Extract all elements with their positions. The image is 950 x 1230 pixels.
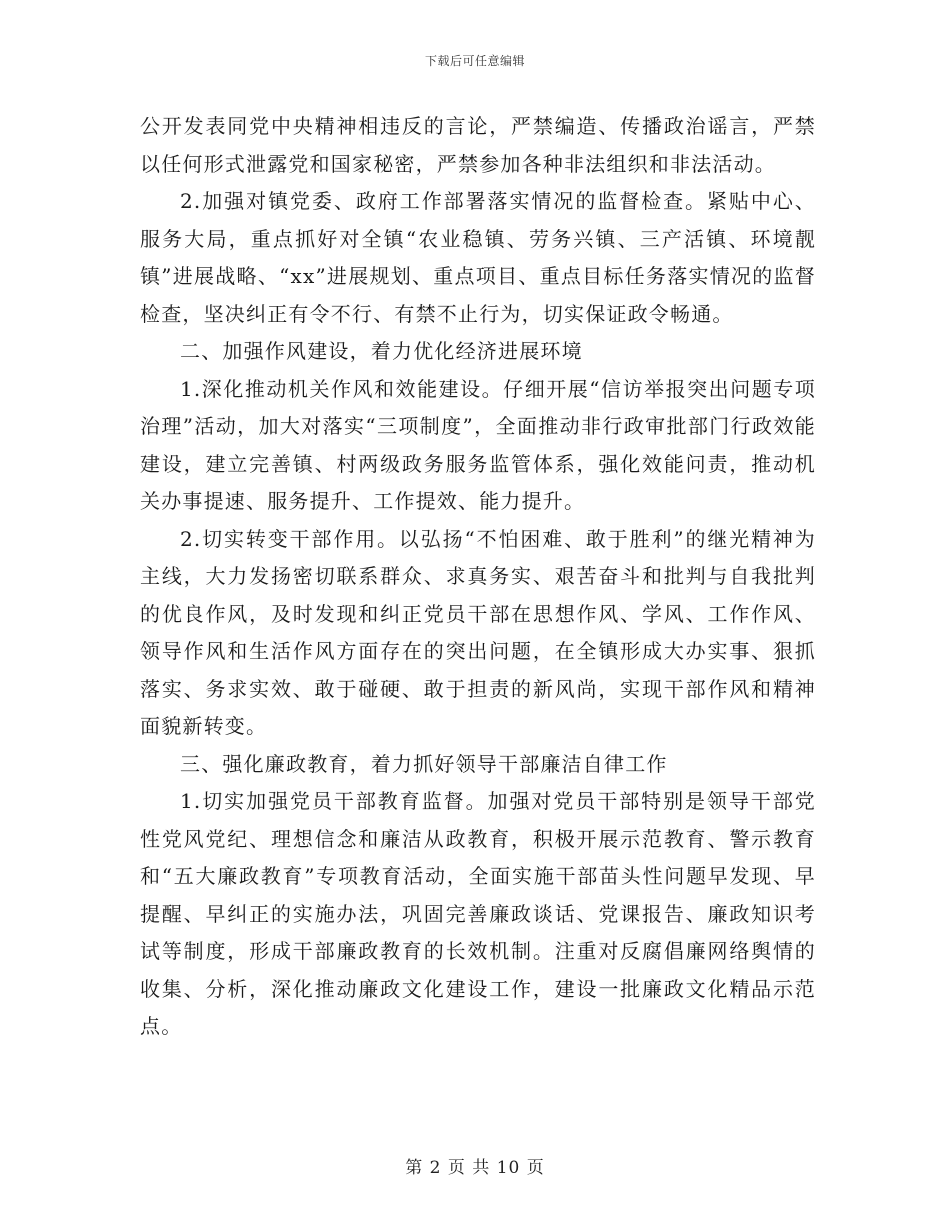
section-heading: 三、强化廉政教育，着力抓好领导干部廉洁自律工作 bbox=[180, 751, 668, 776]
paragraph: 2.切实转变干部作用。以弘扬“不怕困难、敢于胜利”的继光精神为主线，大力发扬密切联系群众、求真务实、艰苦奋斗和批判与自我批判的优良作风，及时发现和纠正党员干部在思想作风、学风、工作作风、领导作风和生活作风方面存在的突出问题，在全镇形成大办实事、狠抓落实、务求实效、敢于碰硬、敢于担责的新风尚，实现干部作风和精神面貌新转变。 bbox=[140, 526, 816, 738]
document-body bbox=[140, 108, 816, 1046]
page-number: 第 2 页 共 10 页 bbox=[405, 1158, 545, 1178]
section-heading: 二、加强作风建设，着力优化经济进展环境 bbox=[180, 339, 583, 363]
paragraph: 1.深化推动机关作风和效能建设。仔细开展“信访举报突出问题专项治理”活动，加大对落实“三项制度”，全面推动非行政审批部门行政效能建设，建立完善镇、村两级政务服务监管体系，强化效能问责，推动机关办事提速、服务提升、工作提效、能力提升。 bbox=[140, 376, 816, 513]
paragraph: 1.切实加强党员干部教育监督。加强对党员干部特别是领导干部党性党风党纪、理想信念和廉洁从政教育，积极开展示范教育、警示教育和“五大廉政教育”专项教育活动，全面实施干部苗头性问题早发现、早提醒、早纠正的实施办法，巩固完善廉政谈话、党课报告、廉政知识考试等制度，形成干部廉政教育的长效机制。注重对反腐倡廉网络舆情的收集、分析，深化推动廉政文化建设工作，建设一批廉政文化精品示范点。 bbox=[140, 789, 816, 1038]
header-note: 下载后可任意编辑 bbox=[424, 54, 525, 68]
paragraph: 2.加强对镇党委、政府工作部署落实情况的监督检查。紧贴中心、服务大局，重点抓好对全镇“农业稳镇、劳务兴镇、三产活镇、环境靓镇”进展战略、“xx”进展规划、重点项目、重点目标任务落实情况的监督检查，坚决纠正有令不行、有禁不止行为，切实保证政令畅通。 bbox=[140, 189, 816, 326]
paragraph: 公开发表同党中央精神相违反的言论，严禁编造、传播政治谣言，严禁以任何形式泄露党和国家秘密，严禁参加各种非法组织和非法活动。 bbox=[140, 114, 816, 176]
